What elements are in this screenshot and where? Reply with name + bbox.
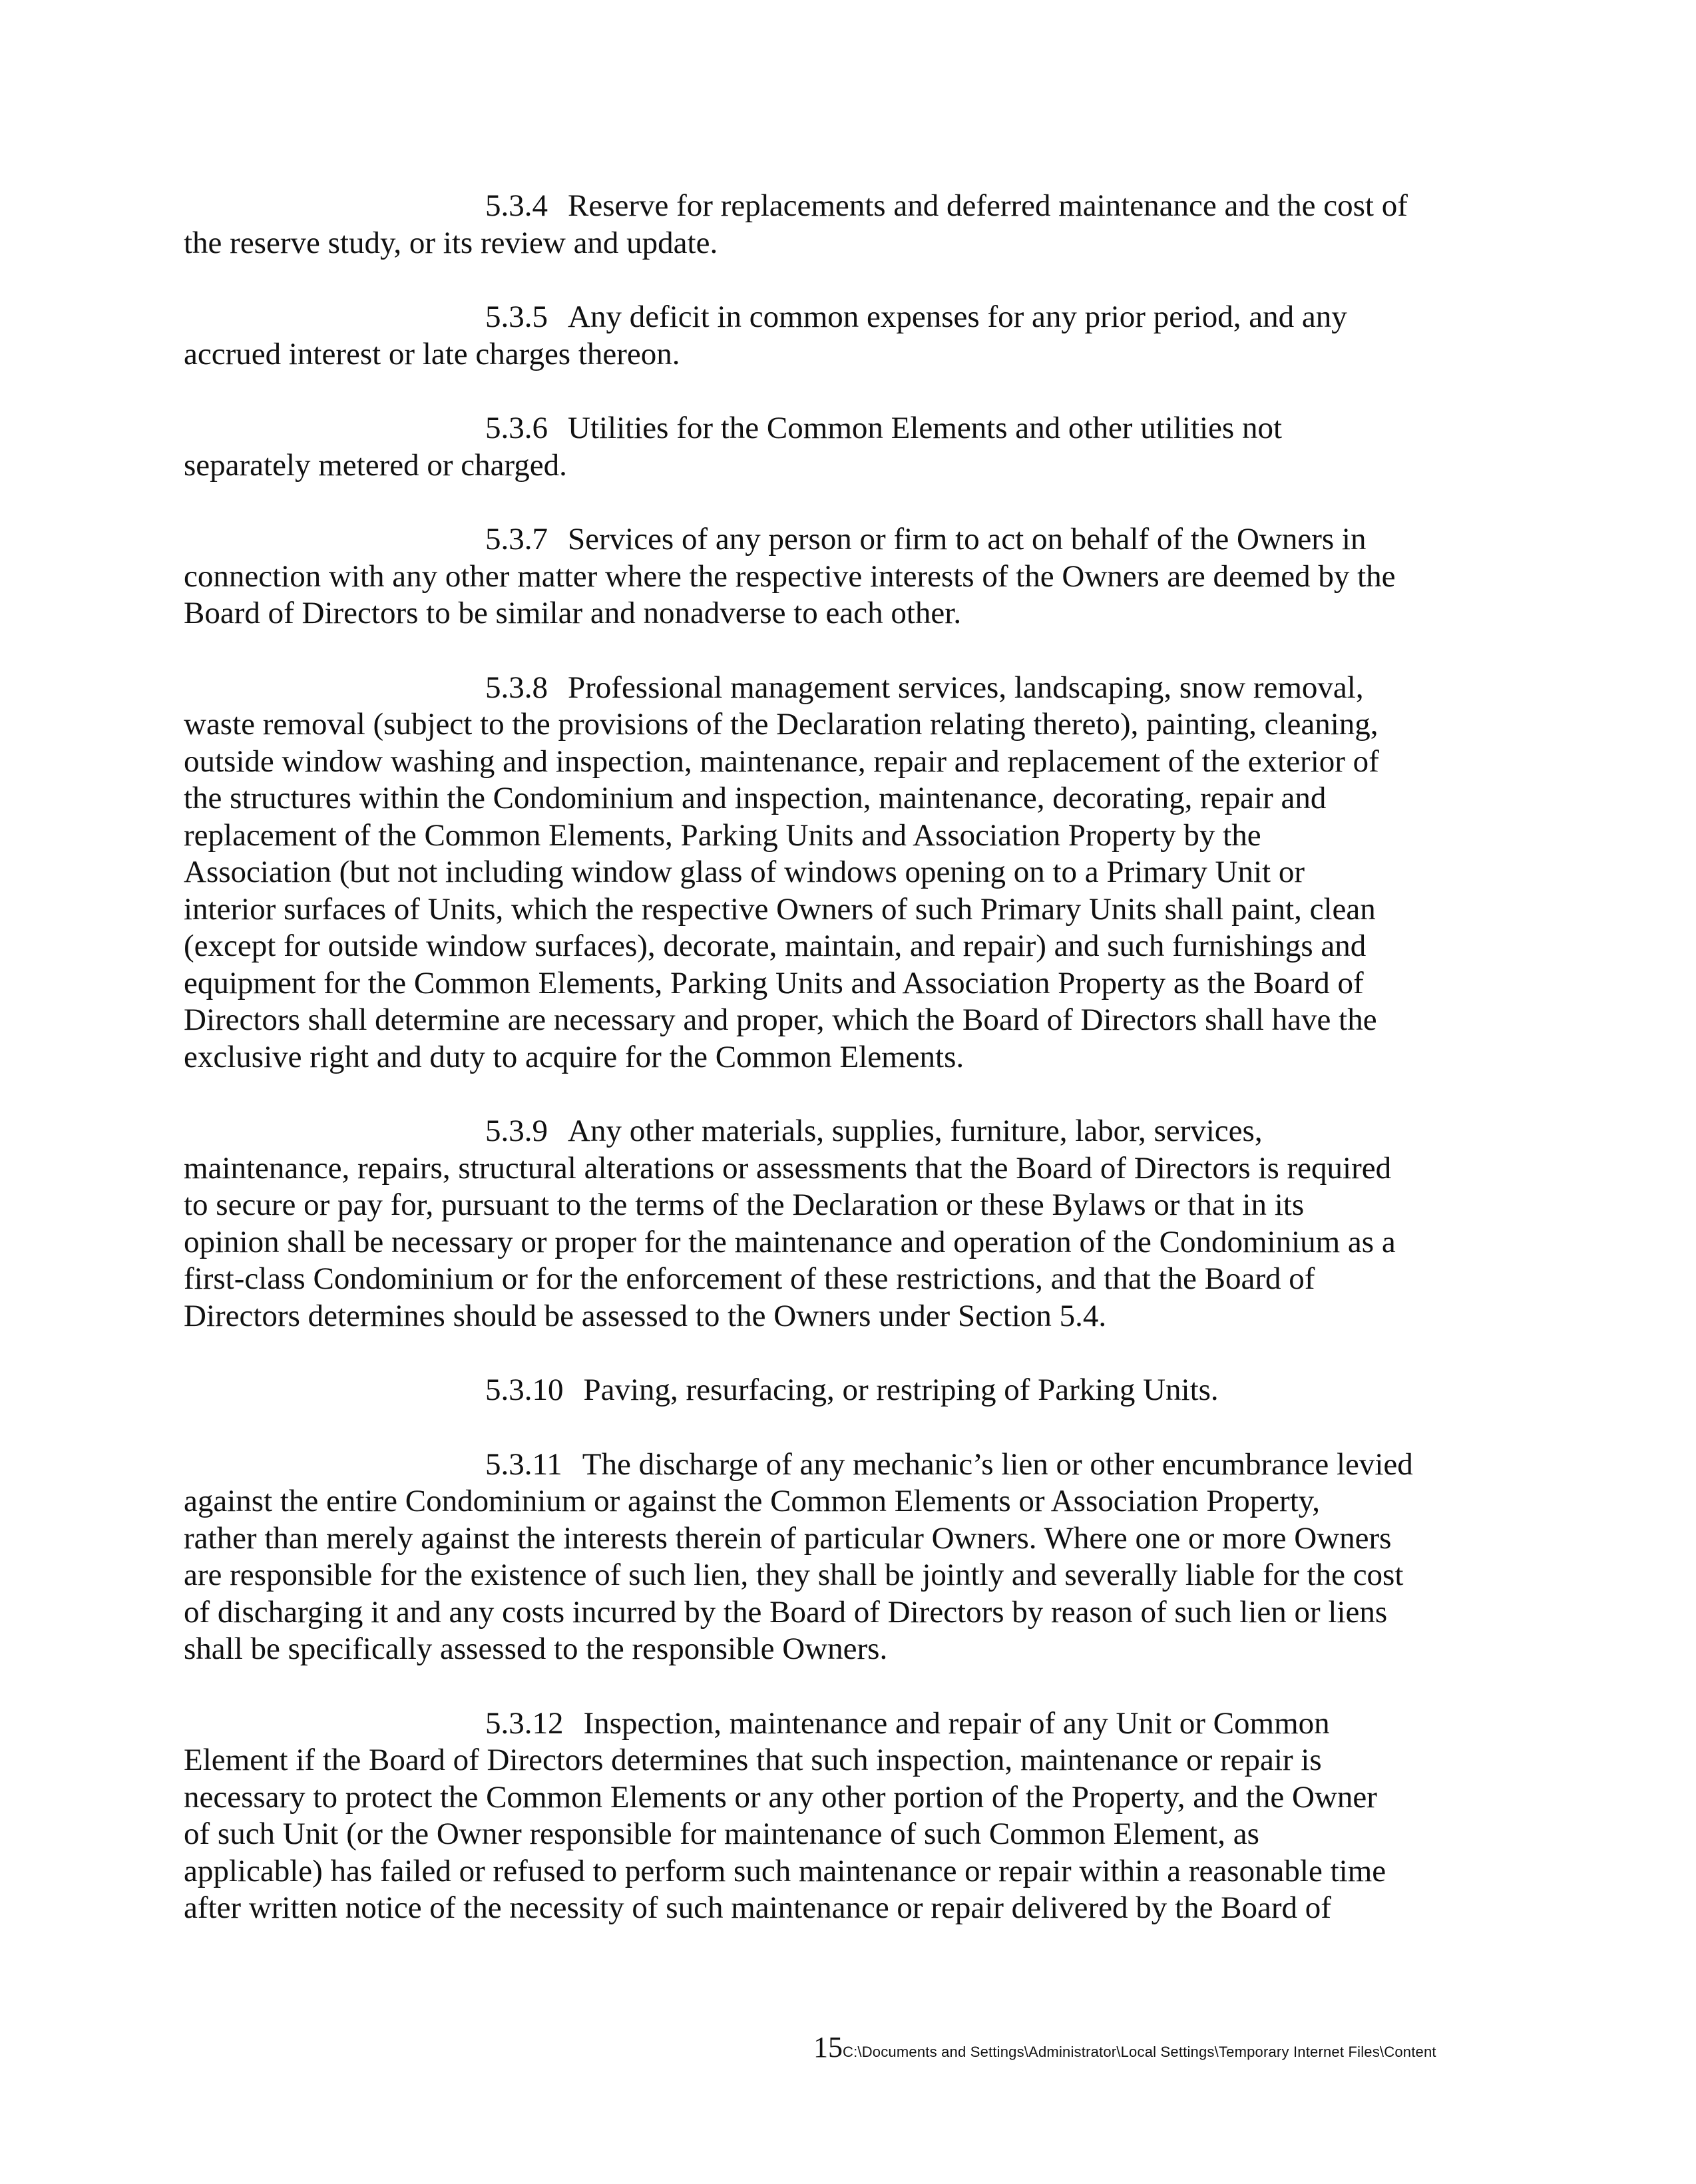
- line-text: Professional management services, landscaping, snow removal,: [568, 670, 1364, 705]
- paragraph-line: applicable) has failed or refused to perform such maintenance or repair within a reasonable time: [184, 1853, 1386, 1888]
- paragraph-line: Board of Directors to be similar and nonadverse to each other.: [184, 596, 962, 630]
- section-number: 5.3.7: [485, 522, 548, 556]
- paragraph-line: [184, 299, 1488, 336]
- paragraph-line: Directors determines should be assessed to the Owners under Section 5.4.: [184, 1298, 1107, 1333]
- section-5-3-9: [184, 1113, 1488, 1335]
- section-5-3-7: [184, 521, 1488, 632]
- paragraph-line: exclusive right and duty to acquire for the Common Elements.: [184, 1039, 964, 1074]
- paragraph-line: [184, 188, 1488, 225]
- document-body: [184, 188, 1488, 1964]
- section-number: 5.3.8: [485, 670, 548, 705]
- paragraph-line: necessary to protect the Common Elements or any other portion of the Property, and the Owner: [184, 1779, 1377, 1815]
- paragraph-line: separately metered or charged.: [184, 447, 567, 483]
- paragraph-line: the reserve study, or its review and update.: [184, 225, 718, 260]
- line-text: Any deficit in common expenses for any prior period, and any: [568, 300, 1347, 334]
- paragraph-line: shall be specifically assessed to the responsible Owners.: [184, 1632, 888, 1666]
- section-5-3-4: [184, 188, 1488, 262]
- paragraph-line: opinion shall be necessary or proper for the maintenance and operation of the Condominium as a: [184, 1224, 1396, 1259]
- section-number: 5.3.10: [485, 1373, 564, 1407]
- paragraph-line: replacement of the Common Elements, Parking Units and Association Property by the: [184, 817, 1261, 853]
- section-5-3-6: [184, 410, 1488, 484]
- paragraph-line: the structures within the Condominium and inspection, maintenance, decorating, repair and: [184, 781, 1327, 815]
- paragraph-line: waste removal (subject to the provisions of the Declaration relating thereto), painting, cleaning,: [184, 707, 1378, 742]
- line-text: Reserve for replacements and deferred maintenance and the cost of: [568, 188, 1408, 223]
- paragraph-line: [184, 670, 1488, 707]
- line-text: Utilities for the Common Elements and other utilities not: [568, 411, 1283, 445]
- section-number: 5.3.4: [485, 188, 548, 223]
- paragraph-line: equipment for the Common Elements, Parking Units and Association Property as the Board of: [184, 965, 1364, 1000]
- line-text: Any other materials, supplies, furniture, labor, services,: [568, 1114, 1263, 1148]
- paragraph-line: Association (but not including window glass of windows opening on to a Primary Unit or: [184, 855, 1305, 889]
- paragraph-line: interior surfaces of Units, which the respective Owners of such Primary Units shall paint, clean: [184, 891, 1376, 927]
- paragraph-line: [184, 1113, 1488, 1150]
- paragraph-line: [184, 1705, 1488, 1743]
- paragraph-line: outside window washing and inspection, maintenance, repair and replacement of the exterior of: [184, 744, 1379, 779]
- paragraph-line: are responsible for the existence of such lien, they shall be jointly and severally liable for the cost: [184, 1558, 1404, 1592]
- section-number: 5.3.5: [485, 300, 548, 334]
- line-text: The discharge of any mechanic’s lien or other encumbrance levied: [582, 1446, 1413, 1482]
- paragraph-line: of discharging it and any costs incurred by the Board of Directors by reason of such lien or liens: [184, 1594, 1388, 1630]
- paragraph-line: of such Unit (or the Owner responsible for maintenance of such Common Element, as: [184, 1817, 1259, 1851]
- paragraph-line: (except for outside window surfaces), decorate, maintain, and repair) and such furnishings and: [184, 929, 1367, 963]
- line-text: Services of any person or firm to act on behalf of the Owners in: [568, 522, 1367, 556]
- paragraph-line: Element if the Board of Directors determines that such inspection, maintenance or repair is: [184, 1743, 1322, 1777]
- section-number: 5.3.9: [485, 1114, 548, 1148]
- line-text: Paving, resurfacing, or restriping of Parking Units.: [583, 1373, 1219, 1407]
- paragraph-line: [184, 521, 1488, 558]
- section-5-3-8: [184, 670, 1488, 1076]
- paragraph-line: after written notice of the necessity of such maintenance or repair delivered by the Board of: [184, 1890, 1331, 1925]
- paragraph-line: [184, 1372, 1488, 1409]
- section-number: 5.3.12: [485, 1705, 564, 1741]
- paragraph-line: Directors shall determine are necessary and proper, which the Board of Directors shall have the: [184, 1002, 1377, 1037]
- page-footer: [813, 2030, 1436, 2064]
- section-5-3-10: [184, 1372, 1488, 1409]
- section-5-3-12: [184, 1705, 1488, 1927]
- line-text: Inspection, maintenance and repair of any Unit or Common: [583, 1705, 1330, 1741]
- section-number: 5.3.11: [485, 1446, 562, 1482]
- section-5-3-5: [184, 299, 1488, 373]
- paragraph-line: maintenance, repairs, structural alterations or assessments that the Board of Directors is required: [184, 1150, 1392, 1186]
- section-5-3-11: [184, 1446, 1488, 1668]
- page-number: 15: [813, 2031, 843, 2064]
- paragraph-line: connection with any other matter where the respective interests of the Owners are deemed by the: [184, 558, 1396, 594]
- paragraph-line: rather than merely against the interests therein of particular Owners. Where one or more Owners: [184, 1520, 1392, 1556]
- paragraph-line: [184, 1446, 1488, 1484]
- paragraph-line: accrued interest or late charges thereon.: [184, 336, 680, 371]
- section-number: 5.3.6: [485, 411, 548, 445]
- paragraph-line: to secure or pay for, pursuant to the terms of the Declaration or these Bylaws or that in its: [184, 1188, 1305, 1222]
- paragraph-line: first-class Condominium or for the enforcement of these restrictions, and that the Board of: [184, 1261, 1315, 1296]
- paragraph-line: against the entire Condominium or against the Common Elements or Association Property,: [184, 1484, 1320, 1518]
- paragraph-line: [184, 410, 1488, 447]
- file-path-footer: C:\Documents and Settings\Administrator\Local Settings\Temporary Internet Files\Content: [843, 2044, 1436, 2060]
